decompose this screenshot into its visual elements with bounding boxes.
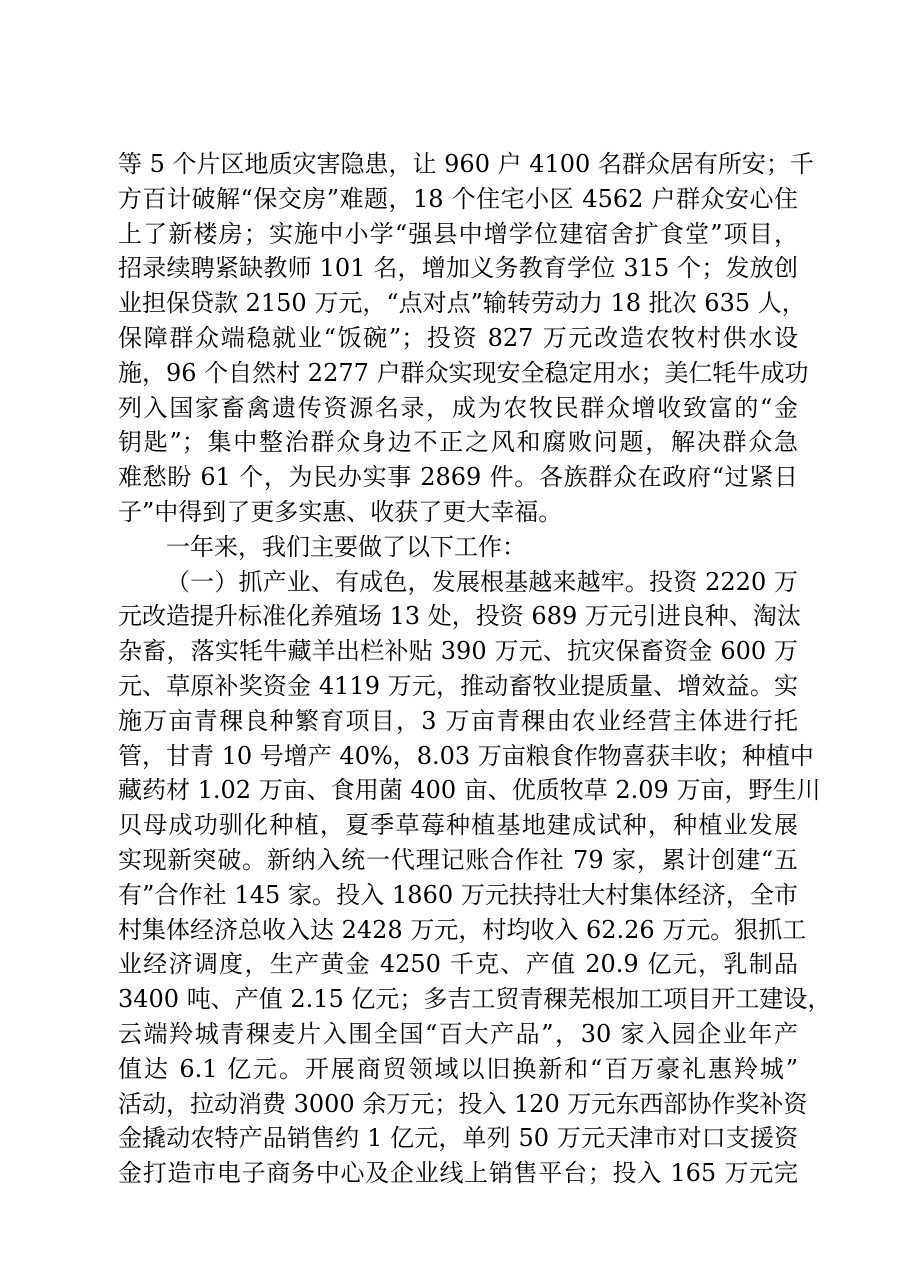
text-line: 3400 吨、产值 2.15 亿元；多吉工贸青稞芜根加工项目开工建设， [118, 985, 832, 1014]
text-line: 业经济调度，生产黄金 4250 千克、产值 20.9 亿元，乳制品 [118, 950, 798, 979]
text-line: 云端羚城青稞麦片入围全国“百大产品”，30 家入园企业年产 [118, 1019, 798, 1048]
text-line: 等 5 个片区地质灾害隐患，让 960 户 4100 名群众居有所安；千 [118, 150, 814, 178]
text-line: 子”中得到了更多实惠、收获了更大幸福。 [118, 497, 563, 526]
text-line: 一年来，我们主要做了以下工作： [166, 532, 526, 561]
text-line: 杂畜，落实牦牛藏羊出栏补贴 390 万元、抗灾保畜资金 600 万 [118, 637, 798, 666]
text-line: 难愁盼 61 个，为民办实事 2869 件。各族群众在政府“过紧日 [118, 463, 798, 492]
text-line: 活动，拉动消费 3000 余万元；投入 120 万元东西部协作奖补资 [118, 1089, 808, 1118]
text-line: 元改造提升标准化养殖场 13 处，投资 689 万元引进良种、淘汰 [118, 602, 801, 631]
text-line: 管，甘青 10 号增产 40%，8.03 万亩粮食作物喜获丰收；种植中 [118, 741, 814, 770]
text-line: 有”合作社 145 家。投入 1860 万元扶持壮大村集体经济，全市 [118, 880, 798, 909]
text-line: 上了新楼房；实施中小学“强县中增学位建宿舍扩食堂”项目， [118, 219, 798, 248]
text-line: 值达 6.1 亿元。开展商贸领域以旧换新和“百万豪礼惠羚城” [118, 1054, 798, 1083]
text-line: 施，96 个自然村 2277 户群众实现安全稳定用水；美仁牦牛成功 [118, 358, 809, 387]
text-line: 元、草原补奖资金 4119 万元，推动畜牧业提质量、增效益。实 [118, 671, 798, 700]
text-line: 保障群众端稳就业“饭碗”；投资 827 万元改造农牧村供水设 [118, 323, 798, 352]
text-line: 金打造市电子商务中心及企业线上销售平台；投入 165 万元完 [118, 1159, 798, 1188]
text-line: 业担保贷款 2150 万元，“点对点”输转劳动力 18 批次 635 人， [118, 289, 806, 318]
text-line: 藏药材 1.02 万亩、食用菌 400 亩、优质牧草 2.09 万亩，野生川 [118, 776, 821, 805]
text-line: 贝母成功驯化种植，夏季草莓种植基地建成试种，种植业发展 [118, 811, 798, 840]
text-line: 方百计破解“保交房”难题，18 个住宅小区 4562 户群众安心住 [118, 184, 798, 213]
text-line: 钥匙”；集中整治群众身边不正之风和腐败问题，解决群众急 [118, 428, 798, 457]
text-line: 施万亩青稞良种繁育项目，3 万亩青稞由农业经营主体进行托 [118, 706, 798, 735]
text-line: 列入国家畜禽遗传资源名录，成为农牧民群众增收致富的“金 [118, 393, 798, 422]
text-line: 金撬动农特产品销售约 1 亿元，单列 50 万元天津市对口支援资 [118, 1124, 798, 1153]
text-line: 招录续聘紧缺教师 101 名，增加义务教育学位 315 个；发放创 [118, 254, 798, 283]
text-line: 实现新突破。新纳入统一代理记账合作社 79 家，累计创建“五 [118, 845, 798, 874]
text-line: 村集体经济总收入达 2428 万元，村均收入 62.26 万元。狠抓工 [118, 915, 807, 944]
text-line: （一）抓产业、有成色，发展根基越来越牢。投资 2220 万 [166, 567, 798, 596]
document-body [118, 147, 832, 1191]
